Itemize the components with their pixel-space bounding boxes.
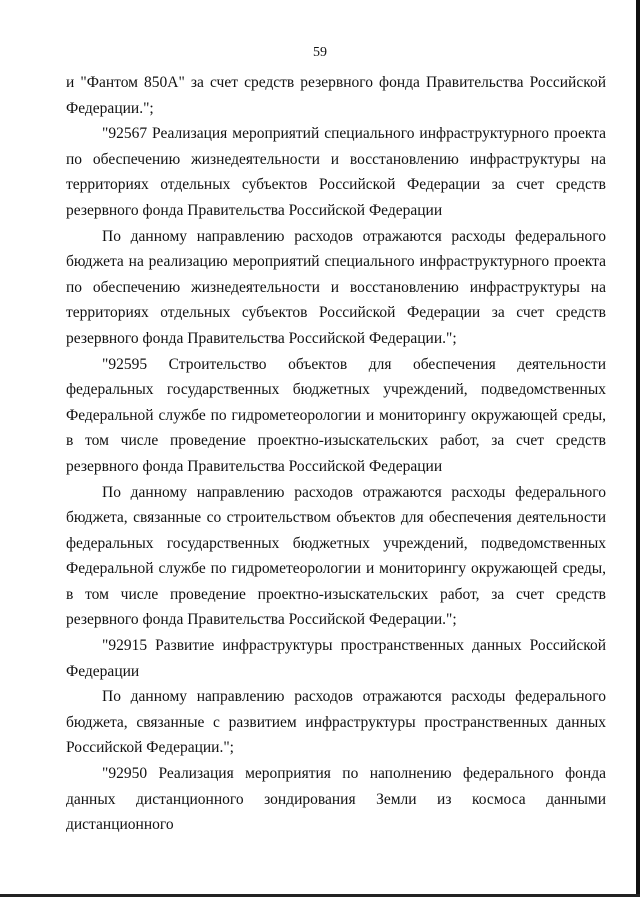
paragraph-continuation: и "Фантом 850А" за счет средств резервного фонда Правительства Российской Федерации."; xyxy=(66,74,606,117)
paragraph-92595-description: По данному направлению расходов отражаются расходы федерального бюджета, связанные со строительством объектов для обеспечения деятельности федеральных государственных бюджетных учреждений, подведомственных Федеральной службе по гидрометеорологии и мониторингу окружающей среды, в том числе проведение проектно-изыскательских работ, за счет средств резервного фонда Правительства Российской Федерации."; xyxy=(66,483,606,629)
paragraph-92567-description: По данному направлению расходов отражаются расходы федерального бюджета на реализацию мероприятий специального инфраструктурного проекта по обеспечению жизнедеятельности и восстановлению инфраструктуры на территориях отдельных субъектов Российской Федерации за счет средств резервного фонда Правительства Российской Федерации."; xyxy=(66,227,606,347)
scan-edge-right xyxy=(636,0,640,897)
paragraph-92595-heading: "92595 Строительство объектов для обеспечения деятельности федеральных государственных бюджетных учреждений, подведомственных Федеральной службе по гидрометеорологии и мониторингу окружающей среды, в том числе проведение проектно-изыскательских работ, за счет средств резервного фонда Правительства Российской Федерации xyxy=(66,355,606,475)
paragraph-92915-heading: "92915 Развитие инфраструктуры пространственных данных Российской Федерации xyxy=(66,637,606,680)
paragraph-92950-heading: "92950 Реализация мероприятия по наполнению федерального фонда данных дистанционного зондирования Земли из космоса данными дистанционного xyxy=(66,765,606,834)
document-body xyxy=(66,70,606,838)
paragraph-92567-heading: "92567 Реализация мероприятий специального инфраструктурного проекта по обеспечению жизнедеятельности и восстановлению инфраструктуры на территориях отдельных субъектов Российской Федерации за счет средств резервного фонда Правительства Российской Федерации xyxy=(66,125,606,219)
paragraph-92915-description: По данному направлению расходов отражаются расходы федерального бюджета, связанные с развитием инфраструктуры пространственных данных Российской Федерации."; xyxy=(66,688,606,757)
page-number: 59 xyxy=(313,45,327,60)
